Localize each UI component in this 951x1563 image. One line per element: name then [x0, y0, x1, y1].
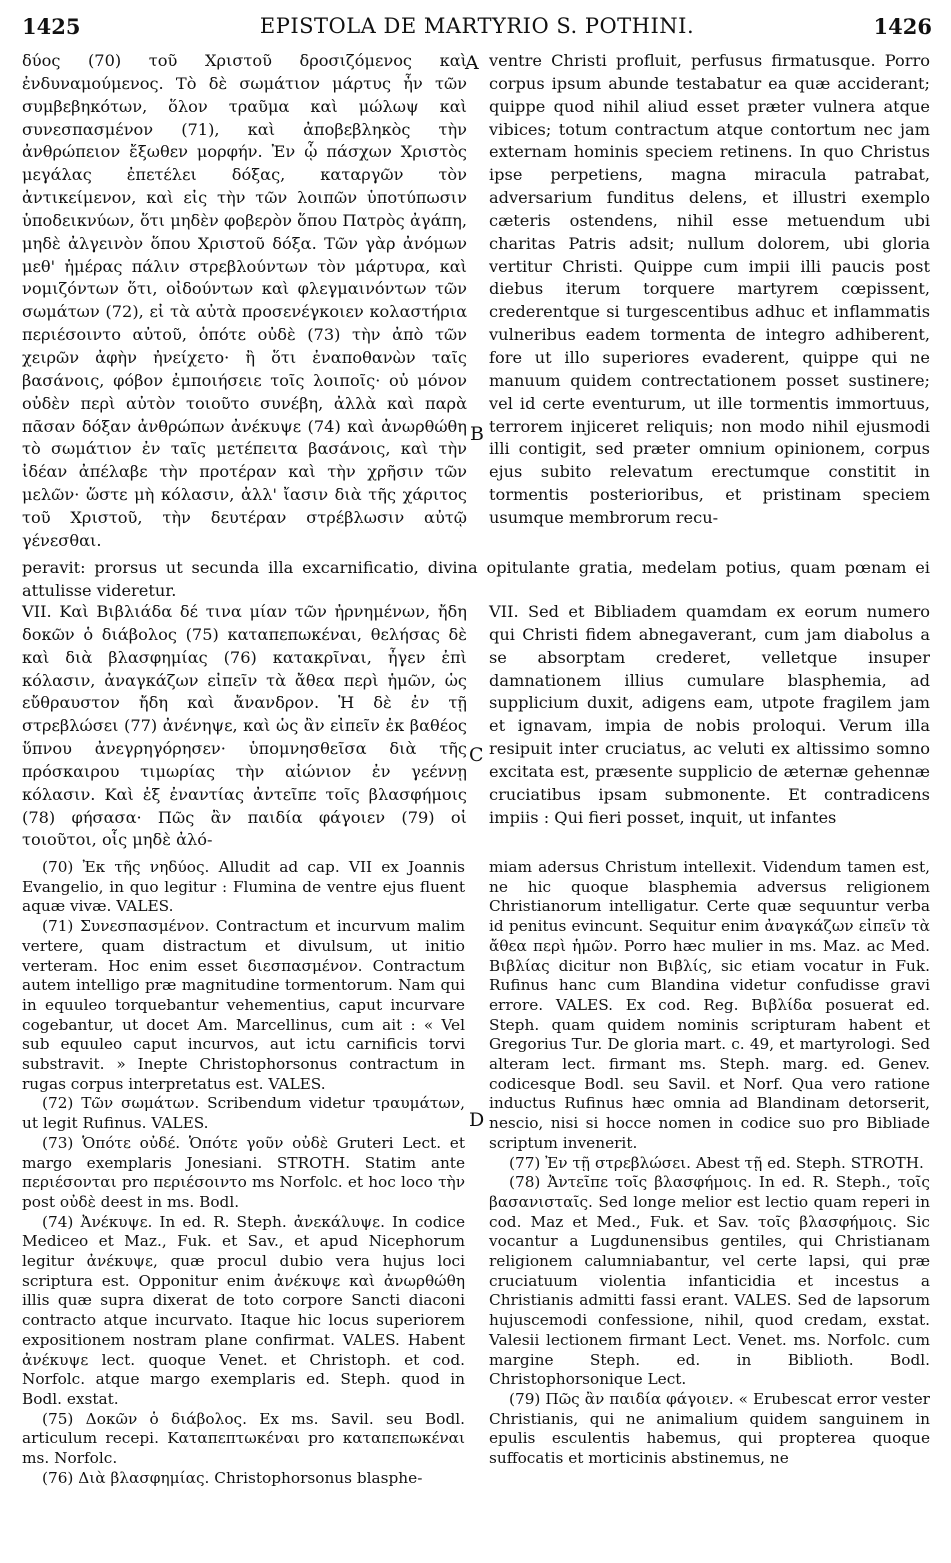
- footnote: (71) Συνεσπασμένον. Contractum et incurvum malim vertere, quam distractum et divulsum, ut initio verteram. Hoc enim esset διεσπασμένον. Contractum autem intelligo præ magnitudine tormentorum. Nam qui in equuleo torquebantur vehementius, caput incurvare cogebantur, ut docet Am. Marcellinus, cum ait : « Vel sub equuleo caput incurvos, aut ictu carnificis torvi substravit. » Inepte Christophorsonus contractum in rugas corpus interpretatus est. VALES.: [22, 917, 465, 1093]
- footnote: (72) Τῶν σωμάτων. Scribendum videtur τραυμάτων, ut legit Rufinus. VALES.: [22, 1094, 465, 1133]
- greek-paragraph: δύος (70) τοῦ Χριστοῦ δροσιζόμενος καὶ ἐνδυναμούμενος. Τὸ δὲ σωμάτιον μάρτυς ἦν τῶν συμβεβηκότων, ὅλον τραῦμα καὶ μώλωψ καὶ συνεσπασμένον (71), καὶ ἀποβεβληκὸς τὴν ἀνθρώπειον ἔξωθεν μορφήν. Ἐν ᾧ πάσχων Χριστὸς μεγάλας ἐπετέλει δόξας, καταργῶν τὸν ἀντικείμενον, καὶ εἰς τὴν τῶν λοιπῶν ὑποτύπωσιν ὑποδεικνύων, ὅτι μηδὲν φοβερὸν ὅπου Πατρὸς ἀγάπη, μηδὲ ἀλγεινὸν ὅπου Χριστοῦ δόξα. Τῶν γὰρ ἀνόμων μεθ' ἡμέρας πάλιν στρεβλούντων τὸν μάρτυρα, καὶ νομιζόντων ὅτι, οἰδούντων καὶ φλεγμαινόντων τῶν σωμάτων (72), εἰ τὰ αὐτὰ προσενέγκοιεν κολαστήρια περιέσοιντο αὐτοῦ, ὁπότε οὐδὲ (73) τὴν ἀπὸ τῶν χειρῶν ἀφὴν ἠνείχετο· ἢ ὅτι ἐναποθανὼν ταῖς βασάνοις, φόβον ἐμποιήσειε τοῖς λοιποῖς· οὐ μόνον οὐδὲν περὶ αὐτὸν τοιοῦτο συνέβη, ἀλλὰ καὶ παρὰ πᾶσαν δόξαν ἀνθρώπων ἀνέκυψε (74) καὶ ἀνωρθώθη τὸ σωμάτιον ἐν ταῖς μετέπειτα βασάνοις, καὶ τὴν ἰδέαν ἀπέλαβε τὴν προτέραν καὶ τὴν χρῆσιν τῶν μελῶν· ὥστε μὴ κόλασιν, ἀλλ' ἴασιν διὰ τῆς χάριτος τοῦ Χριστοῦ, τὴν δευτέραν στρέβλωσιν αὐτῷ γένεσθαι.: [22, 51, 467, 550]
- greek-paragraph: VII. Καὶ Βιβλιάδα δέ τινα μίαν τῶν ἠρνημένων, ἤδη δοκῶν ὁ διάβολος (75) καταπεπωκέναι, θελήσας δὲ καὶ διὰ βλασφημίας (76) κατακρῖναι, ἦγεν ἐπὶ κόλασιν, ἀναγκάζων εἰπεῖν τὰ ἄθεα περὶ ἡμῶν, ὡς εὔθραυστον ἤδη καὶ ἄνανδρον. Ἡ δὲ ἐν τῇ στρεβλώσει (77) ἀνένηψε, καὶ ὡς ἂν εἰπεῖν ἐκ βαθέος ὕπνου ἀνεγρηγόρησεν· ὑπομνησθεῖσα διὰ τῆς πρόσκαιρου τιμωρίας τὴν αἰώνιον ἐν γεέννῃ κόλασιν. Καὶ ἐξ ἐναντίας ἀντεῖπε τοῖς βλασφήμοις (78) φήσασα· Πῶς ἂν παιδία φάγοιεν (79) οἱ τοιοῦτοι, οἷς μηδὲ ἀλό-: [22, 602, 467, 850]
- page-number-right: 1426: [873, 14, 932, 39]
- footnote: (78) Ἀντεῖπε τοῖς βλασφήμοις. In ed. R. Steph., τοῖς βασανισταῖς. Sed longe melior est lectio quam reperi in cod. Maz et Med., Fuk. et Sav. τοῖς βλασφήμοις. Sic vocantur a Lugdunensibus gentiles, qui Christianam religionem calumniabantur, vel certe lapsi, qui præ cruciatuum violentia infanticidia et incestus a Christianis admitti fassi erant. VALES. Sed de lapsorum hujuscemodi confessione, nihil, quod credam, exstat. Valesii lectionem firmant Lect. Venet. ms. Norfolc. cum margine Steph. ed. in Biblioth. Bodl. Christophorsonique Lect.: [489, 1173, 930, 1389]
- latin-text-spanning: peravit: prorsus ut secunda illa excarnificatio, divina opitulante gratia, medelam potius, quam pœnam ei attulisse videretur.: [22, 558, 930, 600]
- running-header: [22, 14, 932, 44]
- footnote-continuation: miam adersus Christum intellexit. Videndum tamen est, ne hic quoque blasphemia adversus religionem Christianorum intelligatur. Certe quæ sequuntur verba id penitus evincunt. Sequitur enim ἀναγκάζων εἰπεῖν τὰ ἄθεα περὶ ἡμῶν. Porro hæc mulier in ms. Maz. ac Med. Βιβλίας dicitur non Βιβλίς, sic etiam vocatur in Fuk. Rufinus hanc cum Blandina videtur confudisse gravi errore. VALES. Ex cod. Reg. Βιβλίδα posuerat ed. Steph. quam quidem nominis scripturam habent et Gregorius Tur. De gloria mart. c. 49, et martyrologi. Sed alteram lect. firmant ms. Steph. marg. ed. Genev. codicesque Bodl. seu Savil. et Norf. Qua vero ratione inductus Rufinus hæc omnia ad Blandinam detorserit, nescio, nisi si hocce nomen in codice suo pro Bibliade scriptum invenerit.: [489, 858, 930, 1152]
- greek-text-top: [22, 50, 467, 553]
- footnote: (73) Ὁπότε οὐδέ. Ὁπότε γοῦν οὐδὲ Gruteri Lect. et margo exemplaris Jonesiani. STROTH. Statim ante περιέσονται pro περιέσοιντο ms Norfolc. et hoc loco τὴν post οὐδὲ deest in ms. Bodl.: [22, 1133, 465, 1211]
- footnote: (79) Πῶς ἂν παιδία φάγοιεν. « Erubescat error vester Christianis, qui ne animalium quidem sanguinem in epulis esculentis habemus, qui propterea quoque suffocatis et morticinis abstinemus, ne: [489, 1389, 930, 1468]
- footnote: (74) Ἀνέκυψε. In ed. R. Steph. ἀνεκάλυψε. In codice Mediceo et Maz., Fuk. et Sav., et apud Nicephorum legitur ἀνέκυψε, quæ procul dubio vera hujus loci scriptura est. Opponitur enim ἀνέκυψε καὶ ἀνωρθώθη illis quæ supra dixerat de toto corpore Sancti diaconi contracto atque incurvato. Itaque hic locus superiorem expositionem nostram plane confirmat. VALES. Habent ἀνέκυψε lect. quoque Venet. et Christoph. et cod. Norfolc. atque margo exemplaris ed. Steph. quod in Bodl. exstat.: [22, 1212, 465, 1408]
- footnote: (75) Δοκῶν ὁ διάβολος. Ex ms. Savil. seu Bodl. articulum recepi. Καταπεπτωκέναι pro καταπεπωκέναι ms. Norfolc.: [22, 1409, 465, 1468]
- footnotes-left-column: [22, 858, 465, 1489]
- page-number-left: 1425: [22, 14, 81, 39]
- latin-text-top: [489, 50, 930, 530]
- latin-paragraph: ventre Christi profluit, perfusus firmatusque. Porro corpus ipsum abunde testabatur ea quæ acciderant; quippe quod nihil aliud esset præter vulnera atque vibices; totum contractum atque contortum nec jam externam hominis speciem retinens. In quo Christus ipse perpetiens, magna miracula patrabat, adversarium funditus delens, et illustri exemplo cæteris ostendens, nihil esse metuendum ubi charitas Patris adsit; nullum dolorem, ubi gloria vertitur Christi. Quippe cum impii illi paucis post diebus iterum torquere martyrem cœpissent, crederentque si turgescentibus adhuc et inflammatis vulneribus eadem tormenta de integro adhiberent, fore ut illo superiores evaderent, quippe qui ne manuum quidem contrectationem posset sustinere; vel id certe eventurum, ut ille tormentis immortuus, terrorem injiceret reliquis; non modo nihil ejusmodi illi contigit, sed præter omnium opinionem, corpus ejus subito relevatum erectumque constitit in tormentis posterioribus, et pristinam speciem usumque membrorum recu-: [489, 51, 930, 527]
- footnote: (70) Ἐκ τῆς νηδύος. Alludit ad cap. VII ex Joannis Evangelio, in quo legitur : Flumina de ventre ejus fluent aquæ vivæ. VALES.: [22, 858, 465, 916]
- margin-marker-a: A: [465, 52, 479, 74]
- greek-text-chapter-7: [22, 601, 467, 852]
- footnote: (76) Διὰ βλασφημίας. Christophorsonus blasphe-: [42, 1468, 423, 1487]
- latin-text-chapter-7: [489, 601, 930, 829]
- margin-marker-b: B: [470, 423, 484, 445]
- margin-marker-d: D: [469, 1109, 485, 1131]
- latin-paragraph: VII. Sed et Bibliadem quamdam ex eorum numero qui Christi fidem abnegaverant, cum jam diabolus a se absorptam crederet, velletque insuper damnationem illius cumulare blasphemia, ad supplicium duxit, adigens eam, utpote fragilem jam et ignavam, impia de nobis proloqui. Verum illa resipuit inter cruciatus, ac veluti ex altissimo somno excitata est, præsente supplicio de æternæ gehennæ cruciatibus ipsam submonente. Et contradicens impiis : Qui fieri posset, inquit, ut infantes: [489, 602, 930, 827]
- margin-marker-c: C: [469, 744, 484, 766]
- footnote: (77) Ἐν τῇ στρεβλώσει. Abest τῇ ed. Steph. STROTH.: [509, 1153, 924, 1172]
- running-title: EPISTOLA DE MARTYRIO S. POTHINI.: [259, 14, 695, 38]
- footnotes-right-column: [489, 858, 930, 1469]
